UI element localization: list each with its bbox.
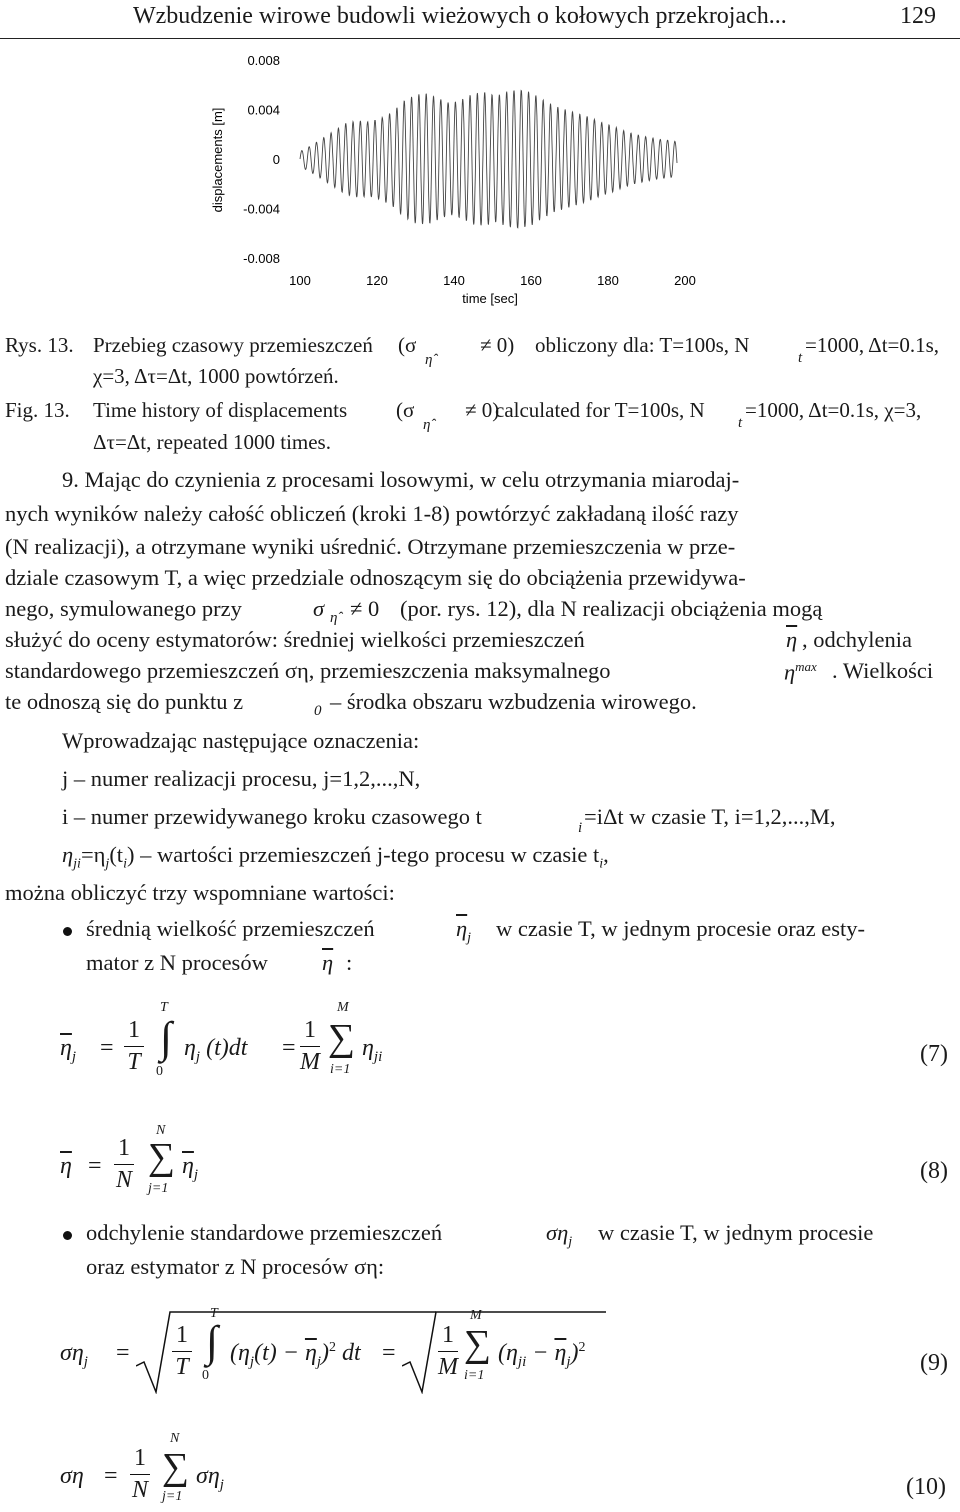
x-tick-label: 140 (443, 273, 465, 288)
bullet-1-eta: $\overline{\eta}_j$ (456, 916, 472, 946)
paragraph-line-1: 9. Mając do czynienia z procesami losowymi, w celu otrzymania miarodaj- (62, 467, 740, 492)
displacement-chart (0, 40, 960, 310)
paragraph-line-6a: służyć do oceny estymatorów: średniej wielkości przemieszczeń (5, 627, 585, 652)
definition-i-sub: i (578, 820, 583, 836)
equation-9: $\sigma\eta_j$ = $\frac{1}{T}$ ∫ T 0 $(\eta_j(t) - \overline{\eta}_j)^2$ dt = $\frac{1}{M}$ ∑ M i=1 $(\eta_{ji} - \overline{\eta}_j)^2$ (60, 1310, 920, 1400)
paragraph-sigma: σ (313, 596, 325, 621)
bullet-1-text-b: w czasie T, w jednym procesie oraz esty- (496, 916, 866, 941)
paragraph-line-8: te odnoszą się do punktu z (5, 689, 244, 714)
y-tick-label: 0.004 (247, 102, 280, 118)
caption-en-text-c: =1000, Δt=0.1s, χ=3, (745, 398, 922, 422)
chart-plot-area (300, 91, 677, 228)
caption-en-text-a: Time history of displacements (93, 398, 348, 422)
caption-pl-neq: ≠ 0) (480, 333, 515, 357)
bullet-2-text-c: oraz estymator z N procesów ση: (86, 1254, 385, 1279)
bullet-1-text-a: średnią wielkość przemieszczeń (86, 916, 375, 941)
header-rule (0, 38, 960, 39)
caption-en-sigma: (σ (396, 398, 415, 422)
caption-pl-sub-t: t (798, 350, 803, 366)
running-title: Wzbudzenie wirowe budowli wieżowych o kołowych przekrojach... (133, 3, 787, 29)
x-tick-label: 160 (520, 273, 542, 288)
paragraph-line-8b: – środka obszaru wzbudzenia wirowego. (330, 689, 697, 714)
equation-10-number: (10) (906, 1474, 946, 1500)
bullet-1-text-c: mator z N procesów (86, 950, 268, 975)
paragraph-neq: ≠ 0 (350, 596, 380, 621)
caption-pl-sigma-sub: η̂ (425, 352, 433, 368)
bullet-2-text-b: w czasie T, w jednym procesie (598, 1220, 874, 1245)
chart-tick-labels (243, 53, 696, 288)
bullet-2-sigma: $\sigma\eta_j$ (546, 1220, 573, 1250)
page-number: 129 (900, 3, 936, 29)
y-tick-label: -0.004 (243, 201, 280, 217)
caption-pl-text-a: Przebieg czasowy przemieszczeń (93, 333, 373, 357)
definition-eta: $\eta_{ji}=\eta_j(t_i)$ – wartości przemieszczeń j-tego procesu w czasie $t_i$, (62, 842, 609, 872)
caption-pl-sigma: (σ (398, 333, 417, 357)
definition-i-b: =iΔt w czasie T, i=1,2,...,M, (584, 804, 836, 829)
caption-pl-text-c: =1000, Δt=0.1s, (805, 333, 940, 357)
paragraph-2: Wprowadzając następujące oznaczenia: (62, 728, 420, 753)
caption-en-neq: ≠ 0) (465, 398, 500, 422)
x-tick-label: 120 (366, 273, 388, 288)
x-tick-label: 200 (674, 273, 696, 288)
paragraph-line-3: (N realizacji), a otrzymane wyniki uśrednić. Otrzymane przemieszczenia w prze- (5, 534, 736, 559)
paragraph-line-2: nych wyników należy całość obliczeń (kroki 1-8) powtórzyć zakładaną ilość razy (5, 501, 739, 526)
caption-en-text-b: calculated for T=100s, N (495, 398, 705, 422)
equation-8: $\overline{\eta}$ = $\frac{1}{N}$ ∑ N j=1 $\overline{\eta}_j$ (60, 1123, 199, 1196)
paragraph-line-7a: standardowego przemieszczeń ση, przemieszczenia maksymalnego (5, 658, 611, 683)
paragraph-sigma-sub: η̂ (330, 610, 338, 626)
paragraph-eta-bar: $\overline{\eta}$ (786, 627, 798, 652)
bullet-1-eta-bar: $\overline{\eta}$ (322, 950, 334, 975)
caption-pl-text-b: obliczony dla: T=100s, N (535, 333, 750, 357)
paragraph-line-7b: . Wielkości (832, 658, 934, 683)
paragraph-line-5b: (por. rys. 12), dla N realizacji obciążenia mogą (400, 596, 823, 621)
bullet-1 (63, 927, 72, 936)
equation-10: ση = $\frac{1}{N}$ ∑ N j=1 $\sigma\eta_j$ (60, 1431, 224, 1504)
equation-9-number: (9) (920, 1350, 948, 1376)
paragraph-line-4: dziale czasowym T, a więc przedziale odnoszącym się do obciążenia przewidywa- (5, 565, 746, 590)
chart-x-label: time [sec] (462, 291, 518, 306)
equation-7-number: (7) (920, 1041, 948, 1067)
paragraph-line-5a: nego, symulowanego przy (5, 596, 242, 621)
displacement-series-line (300, 91, 677, 228)
paragraph-eta-max: $\eta^{max}$ (784, 659, 817, 685)
definition-i: i – numer przewidywanego kroku czasowego t (62, 804, 482, 829)
equation-7: $\overline{\eta}_j$ = $\frac{1}{T}$ ∫ T 0 $\eta_j$ (t)dt = $\frac{1}{M}$ ∑ M i=1 $\eta_{ji}$ (60, 1000, 383, 1079)
bullet-2-text-a: odchylenie standardowe przemieszczeń (86, 1220, 443, 1245)
caption-en-label: Fig. 13. (5, 398, 70, 422)
chart-y-label: displacements [m] (210, 107, 225, 213)
x-tick-label: 100 (289, 273, 311, 288)
y-tick-label: -0.008 (243, 251, 280, 266)
bullet-2 (63, 1231, 72, 1240)
caption-pl-line2: χ=3, Δτ=Δt, 1000 powtórzeń. (93, 364, 339, 388)
definition-j: j – numer realizacji procesu, j=1,2,...,N, (62, 766, 421, 791)
x-tick-label: 180 (597, 273, 619, 288)
paragraph-z0-sub: 0 (314, 703, 322, 719)
caption-en-line2: Δτ=Δt, repeated 1000 times. (93, 430, 331, 454)
equation-8-number: (8) (920, 1158, 948, 1184)
caption-pl-label: Rys. 13. (5, 333, 74, 357)
paragraph-3: można obliczyć trzy wspomniane wartości: (5, 880, 395, 905)
bullet-1-text-d: : (346, 950, 353, 975)
caption-en-sub-t: t (738, 415, 743, 431)
y-tick-label: 0 (272, 152, 280, 167)
paragraph-line-6b: , odchylenia (802, 627, 912, 652)
caption-en-sigma-sub: η̂ (423, 417, 431, 433)
y-tick-label: 0.008 (247, 53, 280, 68)
